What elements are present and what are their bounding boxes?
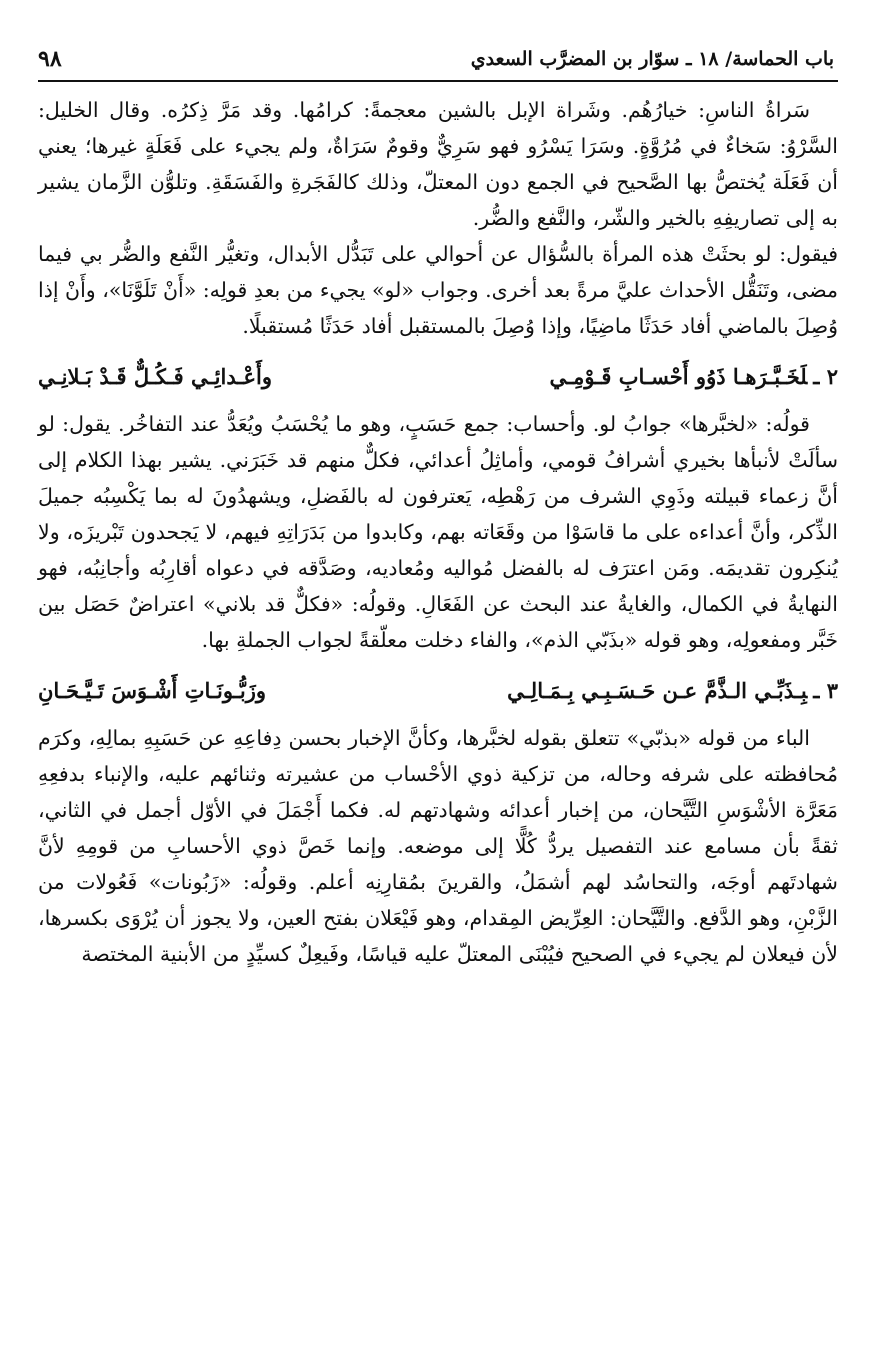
verse-number: ٣ ـ <box>813 678 838 703</box>
verse-second-hemistich: وزَبُّـونَـاتِ أَشْـوَسَ تَـيَّـحَـانِ <box>38 678 266 703</box>
page-number: ٩٨ <box>38 46 62 72</box>
commentary-paragraph: سَراةُ الناسِ: خيارُهُم. وشَراة الإبل بالشين معجمةً: كرامُها. وقد مَرَّ ذِكرُه. وقال الخليل: السَّرْوُ: سَخاءٌ في مُرُوَّةٍ. وسَرَا يَسْرُو فهو سَرِيٌّ وقومٌ سَرَاةٌ، ولم يجيء على فَعَلَةٍ غيرها؛ يعني أن فَعَلَة يُختصُّ بها الصَّحيح في الجمع دون المعتلّ، وذلك كالفَجَرةِ والفَسَقَةِ. وتلوُّن الزَّمان يشير به إلى تصاريفِهِ بالخير والشّر، والنَّفع والضُّر. <box>38 98 838 230</box>
book-page <box>38 40 838 972</box>
commentary-paragraph: الباء من قوله «بذبّي» تتعلق بقوله لخبَّرها، وكأنَّ الإخبار بحسن دِفاعِهِ عن حَسَبِهِ بمالِهِ، وكرَم مُحافظته على شرفه وحاله، من تزكية ذوي الأحْساب من عشيرته وثنائهم عليه، والإنباء بدفعِهِ مَعَرَّة الأشْوَسِ التَّيَّحان، من إخبار أعدائه وشهادتهم له. فكما أَجْمَلَ في الأوّل أجمل في الثاني، ثقةً بأن مسامع عند التفصيل يردُّ كُلًّا إلى موضعه. وإنما خَصَّ ذوي الأحسابِ من قومِهِ لأنَّ شهادتَهم أوجَه، والتحاسُد لهم أشمَلُ، والقرينَ بمُقارِنِه أعلم. وقولُه: «زَبُونات» فَعُولات من الزَّبْنِ، وهو الدَّفع. والتَّيَّحان: العِرِّيض المِقدام، وهو فَيْعَلان بفتح العين، ولا يجوز أن يُرْوَى بكسرها، لأن فيعلان لم يجيء في الصحيح فيُبْنَى المعتلّ عليه قياسًا، وفَيعِلٌ كسيِّدٍ من الأبنية المختصة <box>38 726 838 966</box>
verse-second-hemistich: وأَعْـدائِـي فَـكُـلٌّ قَـدْ بَـلانِـي <box>38 364 273 389</box>
verse-first-hemistich <box>550 360 839 394</box>
verse-first-hemistich-text: بِـذَبِّـي الـذَّمَّ عـن حَـسَـبِـي بِـمَـالِـي <box>507 678 808 703</box>
commentary-paragraph: فيقول: لو بحثَتْ هذه المرأة بالسُّؤال عن أحوالي على تَبَدُّل الأبدال، وتغيُّر النَّفع والضُّر بي فيما مضى، وتَنَقُّل الأحداث عليَّ مرةً بعد أخرى. وجواب «لو» يجيء من بعدِ قولِه: «أَنْ تَلَوَّنَا»، وأَنْ إذا وُصِلَ بالماضي أفاد حَدَثًا ماضِيًا، وإذا وُصِلَ بالمستقبل أفاد حَدَثًا مُستقبلًا. <box>38 242 838 338</box>
running-title: باب الحماسة/ ١٨ ـ سوّار بن المضرَّب السعدي <box>470 48 834 70</box>
verse-first-hemistich-text: لَخَـبَّـرَهـا ذَوُو أَحْسـابِ قَـوْمِـي <box>549 364 808 389</box>
page-header <box>38 40 838 82</box>
verse-line-2 <box>38 360 838 394</box>
verse-line-3 <box>38 674 838 708</box>
verse-first-hemistich <box>507 674 838 708</box>
commentary-paragraph: قولُه: «لخبَّرها» جوابُ لو. وأحساب: جمع حَسَبٍ، وهو ما يُحْسَبُ ويُعَدُّ عند التفاخُر. يقول: لو سألَتْ لأنبأها بخيري أشرافُ قومي، وأماثِلُ أعدائي، فكلٌّ منهم قد خَبَرَني. يشير بهذا الكلام إلى أنَّ زعماء قبيلته وذَوِي الشرف من رَهْطِه، يَعترفون له بالفَضلِ، ويشهدُونَ له بما يَكْسِبُه جميلَ الذِّكر، وأنَّ أعداءه على ما قاسَوْا من وقَعَاته بهم، وكابدوا من بَدَرَاتِهِ فيهم، لا يَجحدون تَبْريزَه، ولا يُنكِرون تقديمَه. ومَن اعترَف له بالفضل مُواليه ومُعاديه، وصَدَّقه في دعواه أقارِبُه وأجانِبُه، فهو النهايةُ في الكمال، والغايةُ عند البحث عن الفَعَالِ. وقولُه: «فكلٌّ قد بلاني» اعتراضٌ حَصَل بين خَبَّر ومفعولِه، وهو قوله «بذَبّي الذم»، والفاء دخلت معلّقةً لجواب الجملةِ بها. <box>38 412 838 652</box>
page-body <box>38 92 838 972</box>
verse-number: ٢ ـ <box>813 364 838 389</box>
